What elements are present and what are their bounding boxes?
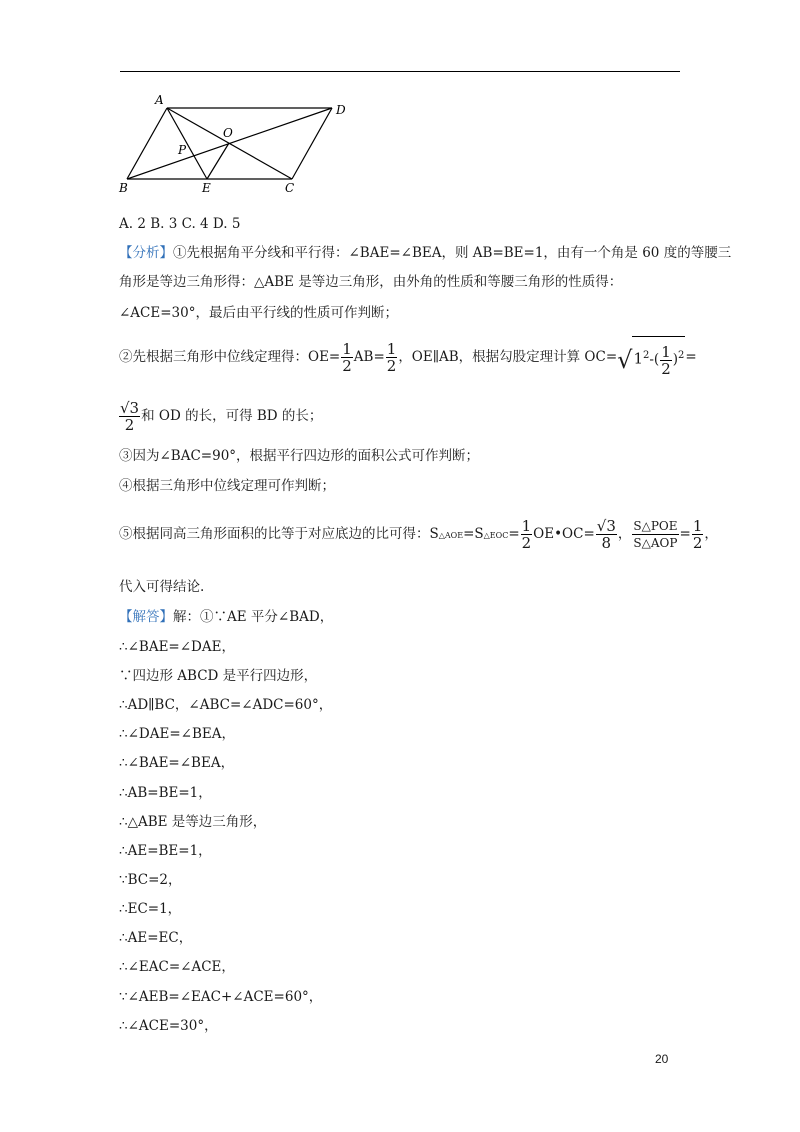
- fraction-one-half: [660, 344, 672, 377]
- analysis-line-3: ∠ACE=30°，最后由平行线的性质可作判断；: [119, 305, 398, 321]
- fraction-sqrt3-over-2: [119, 400, 140, 433]
- frac-den: 2: [692, 534, 703, 552]
- label-b: B: [119, 181, 128, 195]
- frac-den: 2: [342, 357, 352, 375]
- frac-num: S△POE: [633, 519, 678, 533]
- analysis-tag: 【分析】: [119, 245, 173, 261]
- analysis-l4-text-d: =: [685, 349, 697, 365]
- header-rule: [120, 71, 680, 72]
- frac-den: 2: [521, 534, 532, 552]
- subscript-eoc: △EOC: [483, 531, 509, 540]
- frac-num: 1: [342, 340, 352, 358]
- answer-options: A. 2 B. 3 C. 4 D. 5: [119, 216, 241, 232]
- radical-sign: √: [617, 346, 633, 374]
- analysis-l8-text-b: =S: [463, 526, 484, 542]
- analysis-l8-text-c: =: [508, 526, 520, 542]
- segment-ab: [127, 108, 167, 179]
- analysis-l4-text-c: ，OE∥AB，根据勾股定理计算 OC=: [398, 349, 618, 365]
- fraction-sqrt3-over-8: [596, 518, 617, 551]
- analysis-line-7: ④根据三角形中位线定理可作判断；: [119, 478, 335, 494]
- analysis-l8-text-g: ，: [704, 526, 718, 542]
- frac-num: 1: [386, 340, 397, 358]
- analysis-l8-text-a: ⑤根据同高三角形面积的比等于对应底边的比可得：S: [119, 526, 439, 542]
- label-a: A: [155, 93, 164, 107]
- analysis-l8-text-d: OE•OC=: [533, 526, 595, 542]
- solution-step: ∴AD∥BC，∠ABC=∠ADC=60°，: [119, 697, 333, 713]
- frac-den: 2: [119, 416, 140, 433]
- label-c: C: [285, 181, 295, 195]
- radicand-exponent: 2: [678, 350, 685, 361]
- analysis-line-8: [119, 514, 718, 556]
- segment-ae: [167, 108, 207, 179]
- segment-bd: [127, 108, 332, 179]
- solution-step: ∴∠BAE=∠DAE，: [119, 639, 235, 655]
- fraction-one-half: [692, 518, 704, 551]
- label-p: P: [178, 143, 187, 157]
- frac-den: 2: [661, 359, 671, 378]
- solution-step: ∴AE=EC，: [119, 930, 193, 946]
- solution-step: ∵∠AEB=∠EAC+∠ACE=60°，: [119, 989, 323, 1005]
- frac-num: √3: [120, 399, 140, 417]
- solution-first-text: 解：①∵AE 平分∠BAD，: [173, 609, 334, 625]
- analysis-line-5: [119, 398, 322, 434]
- analysis-l8-text-f: =: [679, 526, 691, 542]
- square-root-expression: [617, 336, 685, 379]
- analysis-l4-text-a: ②先根据三角形中位线定理得：OE=: [119, 349, 341, 365]
- analysis-line-2: 角形是等边三角形得：△ABE 是等边三角形，由外角的性质和等腰三角形的性质得：: [119, 274, 623, 290]
- parallelogram-figure: [115, 92, 355, 197]
- analysis-line-9: 代入可得结论.: [119, 579, 205, 595]
- frac-den: 2: [386, 357, 397, 375]
- fraction-one-half: [341, 341, 353, 374]
- label-o: O: [223, 126, 233, 140]
- fraction-one-half: [386, 341, 398, 374]
- segment-dc: [292, 108, 332, 179]
- fraction-area-ratio: [632, 518, 678, 551]
- radicand-close-paren: ): [672, 351, 679, 368]
- radicand-exponent: 2: [642, 350, 650, 361]
- solution-step: ∴EC=1，: [119, 901, 182, 917]
- solution-step: ∵四边形 ABCD 是平行四边形，: [119, 668, 318, 684]
- analysis-l5-text: 和 OD 的长，可得 BD 的长；: [141, 408, 323, 424]
- solution-step: ∵BC=2，: [119, 872, 182, 888]
- radicand-base: 1: [633, 349, 643, 368]
- analysis-text-1: ①先根据角平分线和平行得：∠BAE=∠BEA，则 AB=BE=1，由有一个角是 60 度的等腰三: [173, 245, 732, 261]
- solution-step: ∴△ABE 是等边三角形，: [119, 814, 267, 830]
- page-number: 20: [655, 1052, 669, 1066]
- solution-tag: 【解答】: [119, 609, 173, 625]
- label-e: E: [202, 181, 211, 195]
- subscript-aoe: △AOE: [438, 531, 464, 540]
- analysis-line-6: ③因为∠BAC=90°，根据平行四边形的面积公式可作判断；: [119, 448, 480, 464]
- analysis-l4-text-b: AB=: [353, 349, 385, 365]
- frac-den: S△AOP: [633, 536, 678, 550]
- solution-step: ∴∠BAE=∠BEA，: [119, 755, 235, 771]
- solution-step: ∴AE=BE=1，: [119, 843, 212, 859]
- segment-oe: [207, 143, 229, 179]
- frac-num: √3: [596, 517, 616, 535]
- radicand: [632, 336, 685, 379]
- solution-step: ∴AB=BE=1，: [119, 785, 212, 801]
- solution-step: ∴∠ACE=30°，: [119, 1018, 218, 1034]
- analysis-l8-text-e: ，: [617, 526, 632, 542]
- frac-num: 1: [661, 342, 671, 361]
- analysis-line-4: [119, 336, 697, 379]
- radicand-minus: -(: [649, 351, 660, 368]
- frac-den: 8: [596, 534, 617, 551]
- label-d: D: [336, 103, 346, 117]
- frac-num: 1: [692, 517, 703, 535]
- solution-step: ∴∠EAC=∠ACE，: [119, 959, 235, 975]
- analysis-line-1: [119, 244, 731, 262]
- frac-num: 1: [521, 517, 532, 535]
- solution-line-1: [119, 608, 333, 626]
- solution-step: ∴∠DAE=∠BEA，: [119, 726, 235, 742]
- fraction-one-half: [521, 518, 533, 551]
